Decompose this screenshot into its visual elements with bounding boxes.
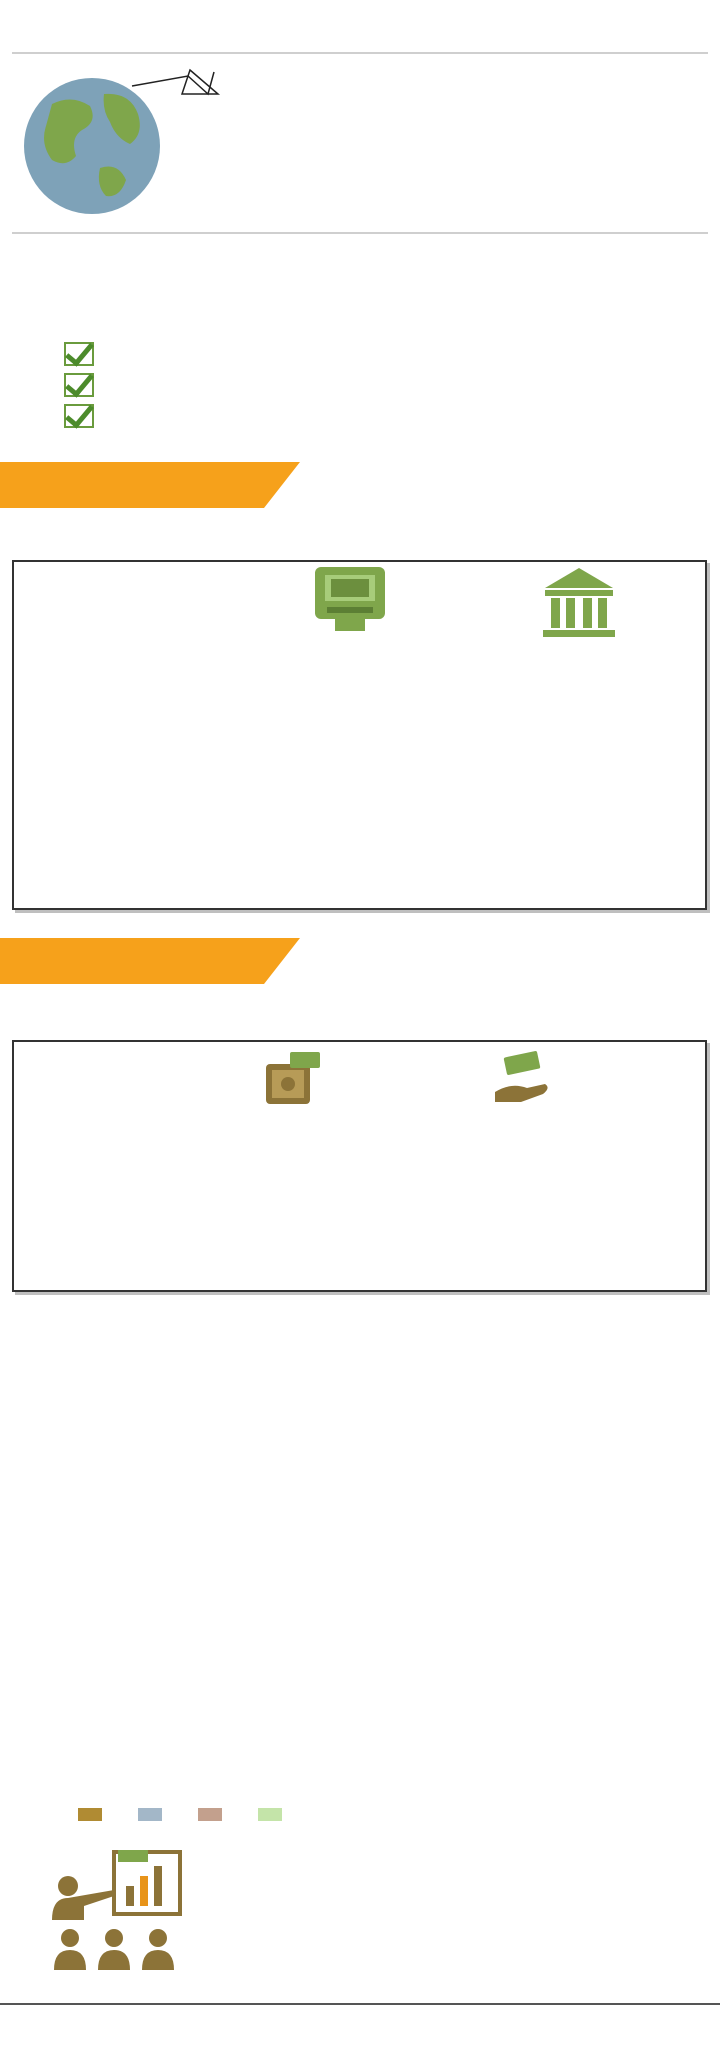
footer-divider — [0, 2003, 720, 2005]
access-section-banner — [0, 462, 300, 508]
table-row — [22, 784, 702, 828]
presentation-board-icon — [48, 1850, 188, 1972]
table-row — [22, 872, 702, 916]
usage-table-rows — [42, 1131, 702, 1307]
bank-building-icon — [541, 566, 617, 638]
table-row — [22, 828, 702, 872]
legend-swatch — [258, 1808, 282, 1821]
table-row — [42, 1175, 702, 1219]
checklist-item — [64, 400, 104, 431]
atm-icon — [313, 565, 387, 635]
legend-item — [138, 1808, 168, 1821]
checkbox-icon — [64, 373, 94, 397]
indicator-checklist — [64, 338, 104, 431]
checklist-item — [64, 369, 104, 400]
legend-swatch — [78, 1808, 102, 1821]
table-row — [42, 1263, 702, 1307]
usage-section-banner — [0, 938, 300, 984]
legend-item — [78, 1808, 108, 1821]
checkbox-icon — [64, 342, 94, 366]
loan-hand-icon — [493, 1050, 553, 1108]
checklist-item — [64, 338, 104, 369]
legend-swatch — [198, 1808, 222, 1821]
table-row — [22, 740, 702, 784]
table-row — [42, 1131, 702, 1175]
access-table-rows — [22, 740, 702, 916]
title-divider — [12, 52, 708, 54]
people-group-icon — [22, 580, 247, 710]
people-group-small-icon — [36, 1048, 181, 1120]
g20-flags-logo — [468, 246, 714, 436]
legend-item — [198, 1808, 228, 1821]
globe-icon — [12, 64, 282, 214]
safe-icon — [262, 1050, 322, 1108]
section-divider — [12, 232, 708, 234]
legend-swatch — [138, 1808, 162, 1821]
chart-legend — [78, 1808, 288, 1821]
table-row — [42, 1219, 702, 1263]
legend-item — [258, 1808, 288, 1821]
checkbox-icon — [64, 404, 94, 428]
